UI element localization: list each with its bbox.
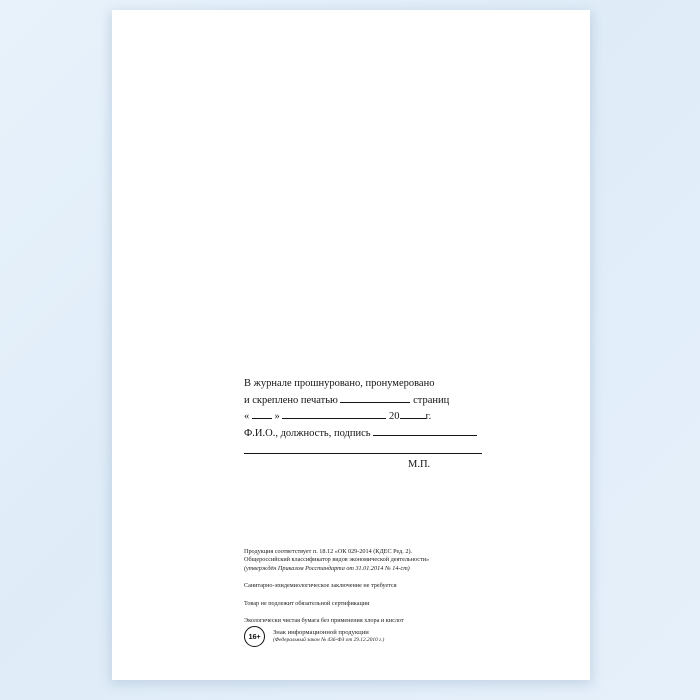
declaration-line-4 xyxy=(244,425,544,442)
declaration-line-3 xyxy=(244,408,544,425)
legal-p2: Санитарно-эпидемиологическое заключение не требуется xyxy=(244,582,397,590)
date-quote-open: « xyxy=(244,411,250,422)
date-quote-close: » xyxy=(274,411,280,422)
pages-count-blank xyxy=(340,392,410,403)
age-mark-title: Знак информационной продукции xyxy=(273,629,369,636)
declaration-line-2-before: и скреплено печатью xyxy=(244,394,338,406)
legal-p1-line3: (утверждён Приказом Росстандарта от 31.01.2014 № 14-ст) xyxy=(244,564,410,572)
year-prefix: 20 xyxy=(389,411,400,422)
legal-p3: Товар не подлежит обязательной сертификации xyxy=(244,599,370,607)
legal-block xyxy=(244,548,574,625)
document-page xyxy=(112,10,590,680)
month-blank xyxy=(282,408,386,419)
legal-p4: Экологически чистая бумага без применения хлора и кислот xyxy=(244,617,404,625)
declaration-line-2 xyxy=(244,392,544,409)
legal-p1-line1: Продукция соответствует п. 18.12 «ОК 029-2014 (КДЕС Ред. 2). xyxy=(244,548,413,555)
age-rating-icon: 16+ xyxy=(244,626,265,647)
signature-label: Ф.И.О., должность, подпись xyxy=(244,427,371,439)
year-suffix: г. xyxy=(425,411,432,422)
year-blank xyxy=(400,408,426,419)
declaration-line-1: В журнале прошнуровано, пронумеровано xyxy=(244,378,435,389)
declaration-block xyxy=(244,376,544,454)
signature-blank xyxy=(373,425,477,436)
seal-label: М.П. xyxy=(408,459,431,470)
declaration-line-2-after: страниц xyxy=(413,394,450,406)
age-mark-subtitle: (Федеральный закон № 436-ФЗ от 29.12.2010 г.) xyxy=(273,637,385,643)
age-mark-text xyxy=(273,629,384,644)
legal-p1-line2: Общероссийский классификатор видов экономической деятельности» xyxy=(244,556,430,564)
signature-second-rule xyxy=(244,442,482,454)
day-blank xyxy=(252,408,272,419)
age-mark-row xyxy=(244,626,384,647)
